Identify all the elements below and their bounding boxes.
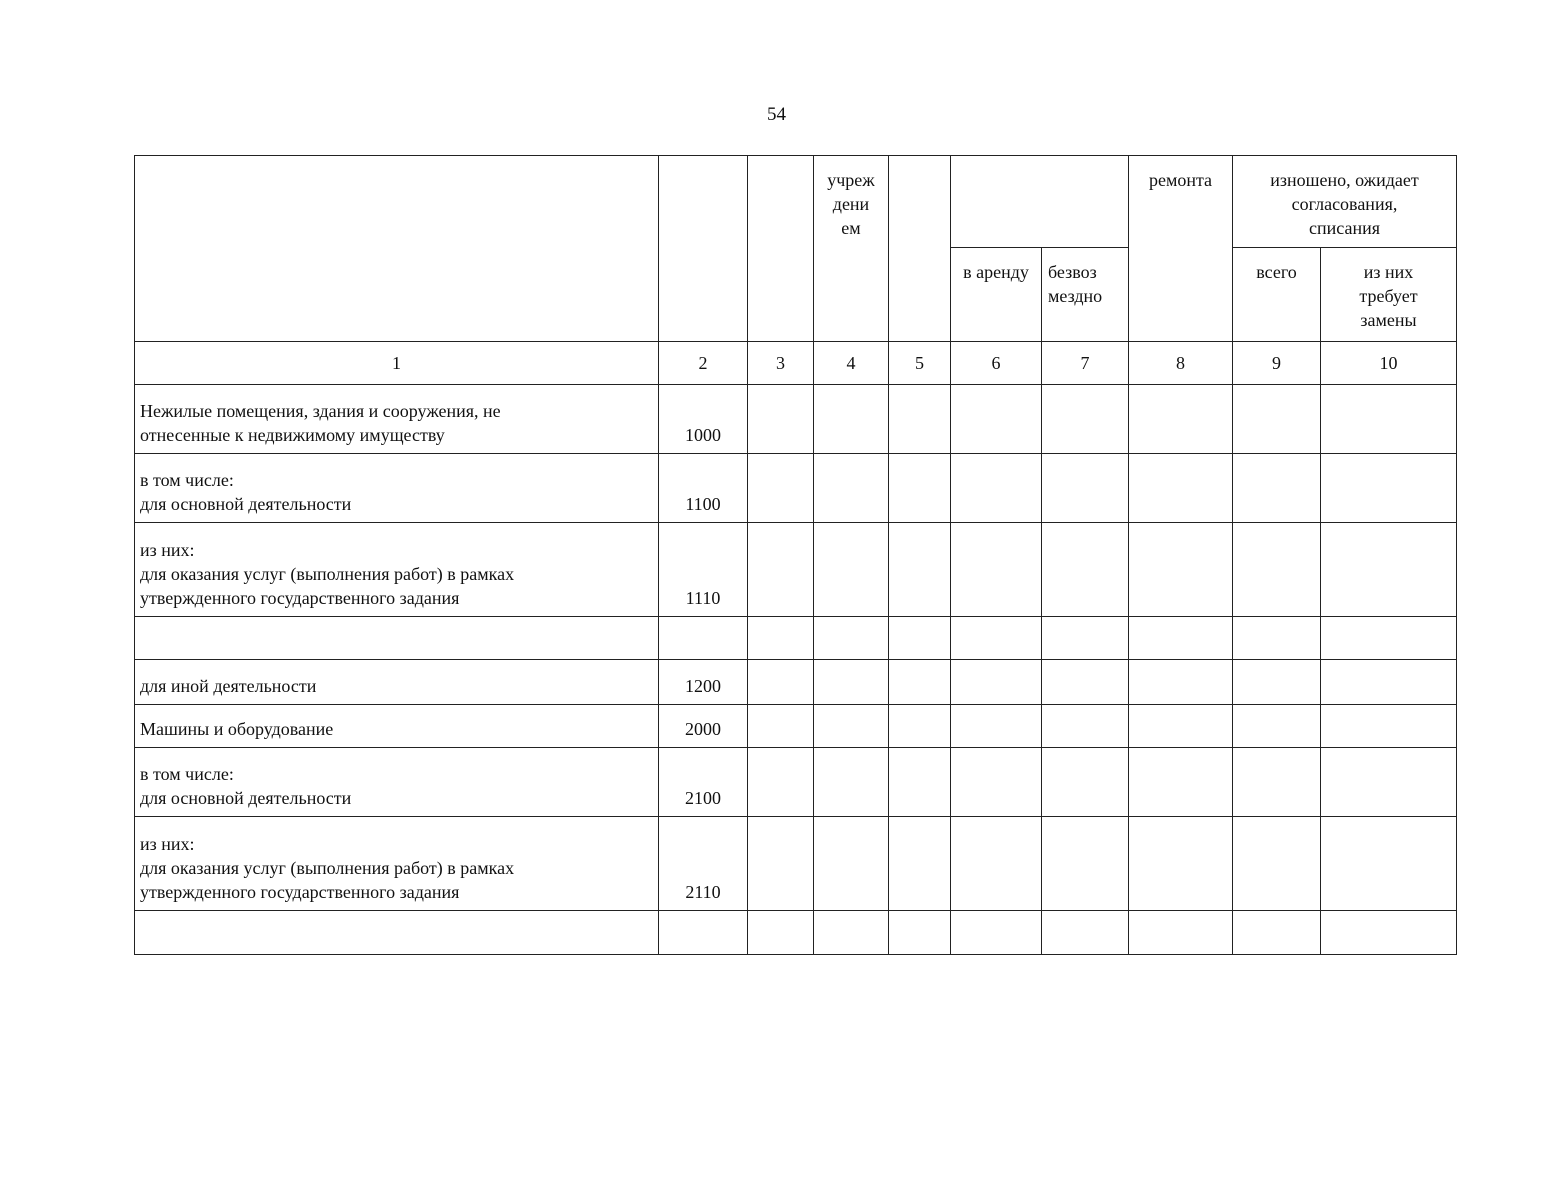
row-code — [659, 911, 748, 955]
row-label — [135, 617, 659, 660]
table-row — [135, 705, 1457, 748]
empty-cell-col-4 — [814, 748, 889, 817]
row-label-line: отнесенные к недвижимому имуществу — [140, 425, 445, 445]
empty-cell-col-8 — [1129, 617, 1233, 660]
empty-cell-col-6 — [951, 748, 1042, 817]
empty-cell-col-7 — [1042, 660, 1129, 705]
empty-cell-col-3 — [748, 660, 814, 705]
row-label-line: Нежилые помещения, здания и сооружения, не — [140, 401, 501, 421]
empty-cell-col-8 — [1129, 523, 1233, 617]
column-number: 5 — [889, 342, 951, 385]
empty-cell-col-10 — [1321, 660, 1457, 705]
empty-cell-col-9 — [1233, 748, 1321, 817]
empty-cell-col-9 — [1233, 617, 1321, 660]
table-row — [135, 617, 1457, 660]
header-cell-9-10-group: изношено, ожидает согласования, списания — [1233, 156, 1457, 248]
empty-cell-col-7 — [1042, 523, 1129, 617]
empty-cell-col-10 — [1321, 385, 1457, 454]
row-label — [135, 817, 659, 911]
row-code: 1200 — [659, 660, 748, 705]
empty-cell-col-10 — [1321, 523, 1457, 617]
empty-cell-col-6 — [951, 660, 1042, 705]
empty-cell-col-5 — [889, 748, 951, 817]
empty-cell-col-8 — [1129, 705, 1233, 748]
empty-cell-col-4 — [814, 385, 889, 454]
empty-cell-col-5 — [889, 705, 951, 748]
header-cell-5 — [889, 156, 951, 342]
empty-cell-col-8 — [1129, 817, 1233, 911]
empty-cell-col-8 — [1129, 385, 1233, 454]
row-code: 2100 — [659, 748, 748, 817]
empty-cell-col-7 — [1042, 705, 1129, 748]
empty-cell-col-10 — [1321, 911, 1457, 955]
empty-cell-col-7 — [1042, 454, 1129, 523]
empty-cell-col-4 — [814, 817, 889, 911]
empty-cell-col-3 — [748, 385, 814, 454]
empty-cell-col-9 — [1233, 911, 1321, 955]
empty-cell-col-3 — [748, 454, 814, 523]
empty-cell-col-7 — [1042, 817, 1129, 911]
column-number: 3 — [748, 342, 814, 385]
empty-cell-col-4 — [814, 660, 889, 705]
empty-cell-col-4 — [814, 523, 889, 617]
empty-cell-col-9 — [1233, 817, 1321, 911]
empty-cell-col-3 — [748, 748, 814, 817]
empty-cell-col-5 — [889, 454, 951, 523]
empty-cell-col-3 — [748, 523, 814, 617]
header-cell-3 — [748, 156, 814, 342]
empty-cell-col-3 — [748, 617, 814, 660]
column-number-row — [135, 342, 1457, 385]
empty-cell-col-6 — [951, 911, 1042, 955]
empty-cell-col-5 — [889, 617, 951, 660]
column-number: 6 — [951, 342, 1042, 385]
row-label-line: в том числе: — [140, 764, 234, 784]
row-code: 1000 — [659, 385, 748, 454]
row-label — [135, 748, 659, 817]
empty-cell-col-10 — [1321, 454, 1457, 523]
table-row — [135, 817, 1457, 911]
header-cell-2 — [659, 156, 748, 342]
row-label-line: для основной деятельности — [140, 494, 352, 514]
row-code: 1100 — [659, 454, 748, 523]
empty-cell-col-9 — [1233, 385, 1321, 454]
row-label-line: Машины и оборудование — [140, 719, 334, 739]
table-row — [135, 911, 1457, 955]
header-cell-6-7-group — [951, 156, 1129, 248]
header-cell-6: в аренду — [951, 248, 1042, 342]
row-code — [659, 617, 748, 660]
empty-cell-col-4 — [814, 705, 889, 748]
row-code: 2000 — [659, 705, 748, 748]
column-number: 2 — [659, 342, 748, 385]
empty-cell-col-9 — [1233, 660, 1321, 705]
column-number: 4 — [814, 342, 889, 385]
empty-cell-col-6 — [951, 385, 1042, 454]
empty-cell-col-10 — [1321, 617, 1457, 660]
header-cell-9: всего — [1233, 248, 1321, 342]
empty-cell-col-6 — [951, 817, 1042, 911]
header-cell-4: учреж дени ем — [814, 156, 889, 342]
row-label-line: в том числе: — [140, 470, 234, 490]
column-number: 8 — [1129, 342, 1233, 385]
empty-cell-col-5 — [889, 385, 951, 454]
empty-cell-col-5 — [889, 660, 951, 705]
empty-cell-col-9 — [1233, 705, 1321, 748]
table-row — [135, 454, 1457, 523]
empty-cell-col-5 — [889, 911, 951, 955]
row-label-line: утвержденного государственного задания — [140, 588, 460, 608]
empty-cell-col-7 — [1042, 911, 1129, 955]
empty-cell-col-9 — [1233, 454, 1321, 523]
empty-cell-col-7 — [1042, 617, 1129, 660]
empty-cell-col-3 — [748, 911, 814, 955]
column-number: 9 — [1233, 342, 1321, 385]
empty-cell-col-8 — [1129, 660, 1233, 705]
row-label — [135, 385, 659, 454]
empty-cell-col-9 — [1233, 523, 1321, 617]
header-cell-8: ремонта — [1129, 156, 1233, 342]
header-cell-7: безвоз мездно — [1042, 248, 1129, 342]
property-table — [134, 155, 1457, 955]
header-cell-10: из них требует замены — [1321, 248, 1457, 342]
empty-cell-col-4 — [814, 911, 889, 955]
page-number: 54 — [767, 104, 786, 125]
empty-cell-col-6 — [951, 617, 1042, 660]
column-number: 1 — [135, 342, 659, 385]
empty-cell-col-5 — [889, 523, 951, 617]
row-label — [135, 523, 659, 617]
empty-cell-col-6 — [951, 523, 1042, 617]
row-label-line: для иной деятельности — [140, 676, 317, 696]
row-code: 1110 — [659, 523, 748, 617]
empty-cell-col-3 — [748, 705, 814, 748]
row-code: 2110 — [659, 817, 748, 911]
row-label — [135, 911, 659, 955]
empty-cell-col-7 — [1042, 748, 1129, 817]
row-label-line: из них: — [140, 834, 195, 854]
row-label-line: для оказания услуг (выполнения работ) в рамках — [140, 564, 515, 584]
empty-cell-col-5 — [889, 817, 951, 911]
table-row — [135, 523, 1457, 617]
empty-cell-col-8 — [1129, 454, 1233, 523]
row-label — [135, 660, 659, 705]
table-row — [135, 385, 1457, 454]
empty-cell-col-8 — [1129, 748, 1233, 817]
table-row — [135, 748, 1457, 817]
empty-cell-col-10 — [1321, 705, 1457, 748]
table-body — [135, 385, 1457, 955]
row-label-line: для основной деятельности — [140, 788, 352, 808]
row-label-line: из них: — [140, 540, 195, 560]
header-cell-1 — [135, 156, 659, 342]
row-label — [135, 454, 659, 523]
empty-cell-col-3 — [748, 817, 814, 911]
table-row — [135, 660, 1457, 705]
empty-cell-col-6 — [951, 705, 1042, 748]
empty-cell-col-4 — [814, 454, 889, 523]
column-number: 10 — [1321, 342, 1457, 385]
header-row-top — [135, 156, 1457, 248]
column-number: 7 — [1042, 342, 1129, 385]
row-label-line: для оказания услуг (выполнения работ) в рамках — [140, 858, 515, 878]
empty-cell-col-4 — [814, 617, 889, 660]
row-label — [135, 705, 659, 748]
empty-cell-col-8 — [1129, 911, 1233, 955]
empty-cell-col-6 — [951, 454, 1042, 523]
empty-cell-col-10 — [1321, 748, 1457, 817]
empty-cell-col-10 — [1321, 817, 1457, 911]
row-label-line: утвержденного государственного задания — [140, 882, 460, 902]
empty-cell-col-7 — [1042, 385, 1129, 454]
